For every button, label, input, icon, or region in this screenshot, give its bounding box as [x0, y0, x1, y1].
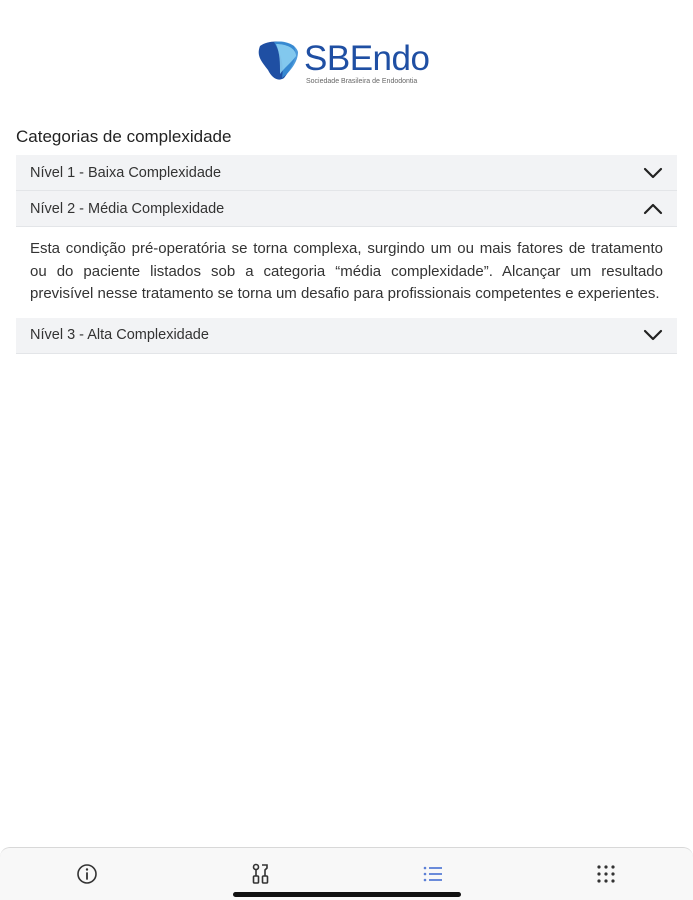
- bottom-navigation: [0, 847, 693, 900]
- tools-icon: [248, 862, 272, 886]
- accordion-item-level-2[interactable]: [16, 191, 677, 227]
- accordion-content-level-2: Esta condição pré-operatória se torna complexa, surgindo um ou mais fatores de tratamento ou do paciente listados sob a categoria “média complexidade”. Alcançar um resultado previsível nesse tratamento se torna um desafio para profissionais competentes e experientes.: [30, 240, 663, 302]
- nav-info-button[interactable]: [0, 848, 173, 900]
- list-icon: [421, 862, 445, 886]
- logo-name: SBEndo: [304, 39, 430, 78]
- accordion-item-level-3[interactable]: [16, 318, 677, 354]
- accordion-label: Nível 1 - Baixa Complexidade: [30, 164, 222, 181]
- chevron-down-icon: [643, 167, 663, 179]
- nav-menu-button[interactable]: [520, 848, 693, 900]
- chevron-down-icon: [643, 329, 663, 341]
- accordion-item-level-1[interactable]: [16, 155, 677, 191]
- tooth-logo-icon: [254, 38, 300, 84]
- logo-tagline: Sociedade Brasileira de Endodontia: [306, 78, 418, 85]
- complexity-accordion: [16, 155, 677, 354]
- chevron-up-icon: [643, 203, 663, 215]
- grid-icon: [594, 862, 618, 886]
- page-title: Categorias de complexidade: [16, 127, 232, 146]
- accordion-label: Nível 2 - Média Complexidade: [30, 200, 225, 217]
- accordion-label: Nível 3 - Alta Complexidade: [30, 327, 209, 343]
- info-icon: [75, 862, 99, 886]
- sbendo-logo: [254, 38, 429, 85]
- home-indicator: [233, 892, 461, 897]
